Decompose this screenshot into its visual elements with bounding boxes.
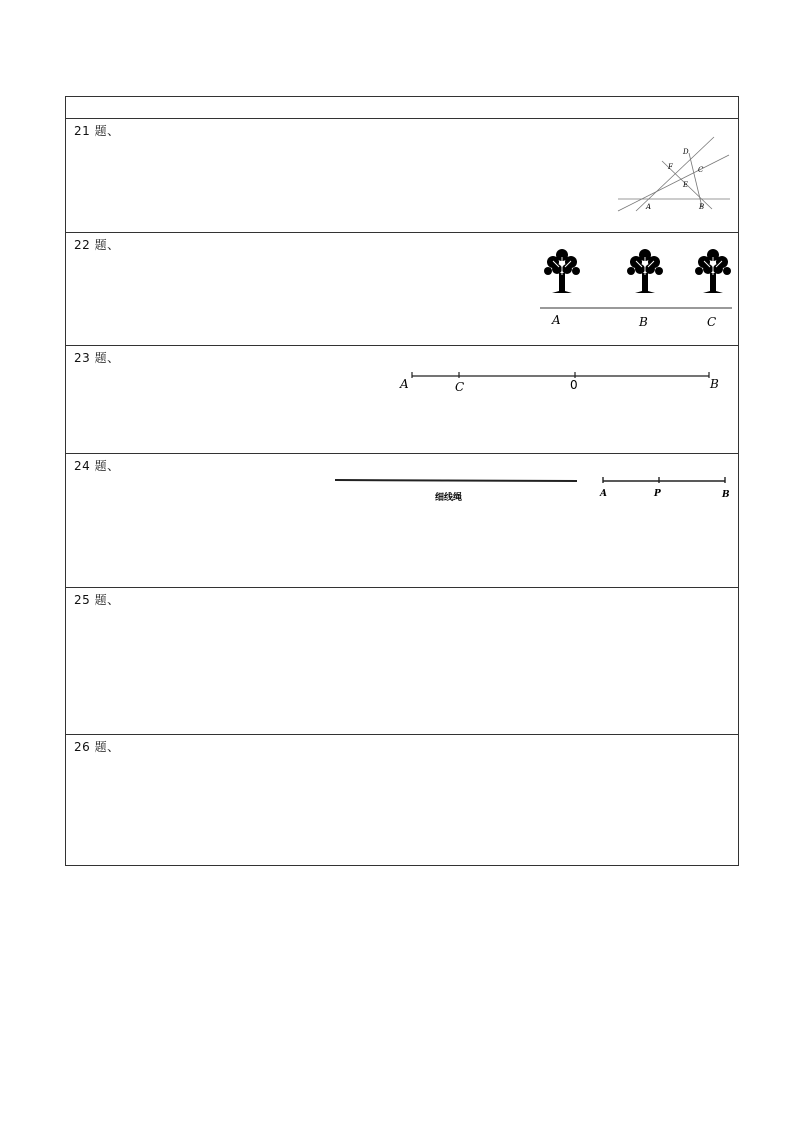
tree-label-A: A [552,313,561,327]
point-label-A: A [600,489,607,499]
point-label-D: D [683,148,689,156]
question-label: 23 题、 [74,351,120,365]
point-label-A: A [646,203,652,211]
point-label-A: A [400,377,409,391]
tree-icon [627,249,663,293]
point-label-F: F [668,163,673,171]
point-label-B: B [699,203,705,211]
question-label: 24 题、 [74,459,120,473]
point-label-O: 0 [570,378,578,392]
question-row-22 [66,233,738,346]
geometry-figure-21 [616,131,736,231]
tree-icon [544,249,580,293]
question-row-26 [66,735,738,865]
question-label: 21 题、 [74,124,120,138]
point-label-B: B [722,490,730,500]
tree-icon [695,249,731,293]
question-row-23 [66,346,738,454]
header-row [66,97,738,119]
point-label-E: E [683,181,689,189]
tree-label-C: C [707,315,717,329]
rope-line [335,480,577,481]
point-label-P: P [654,489,661,499]
tree-label-B: B [639,315,648,329]
question-row-25 [66,588,738,735]
point-label-B: B [710,377,719,391]
question-label: 25 题、 [74,593,120,607]
answer-sheet-table [65,96,739,866]
question-label: 22 题、 [74,238,120,252]
segment-figure-23 [396,366,726,406]
segment-figure-24 [596,474,736,514]
question-label: 26 题、 [74,740,120,754]
question-row-24 [66,454,738,588]
question-row-21 [66,119,738,233]
point-label-C: C [698,166,704,174]
rope-caption: 细线绳 [435,493,463,503]
rope-figure-24 [334,474,594,514]
trees-figure-22 [536,243,736,343]
point-label-C: C [455,380,465,394]
